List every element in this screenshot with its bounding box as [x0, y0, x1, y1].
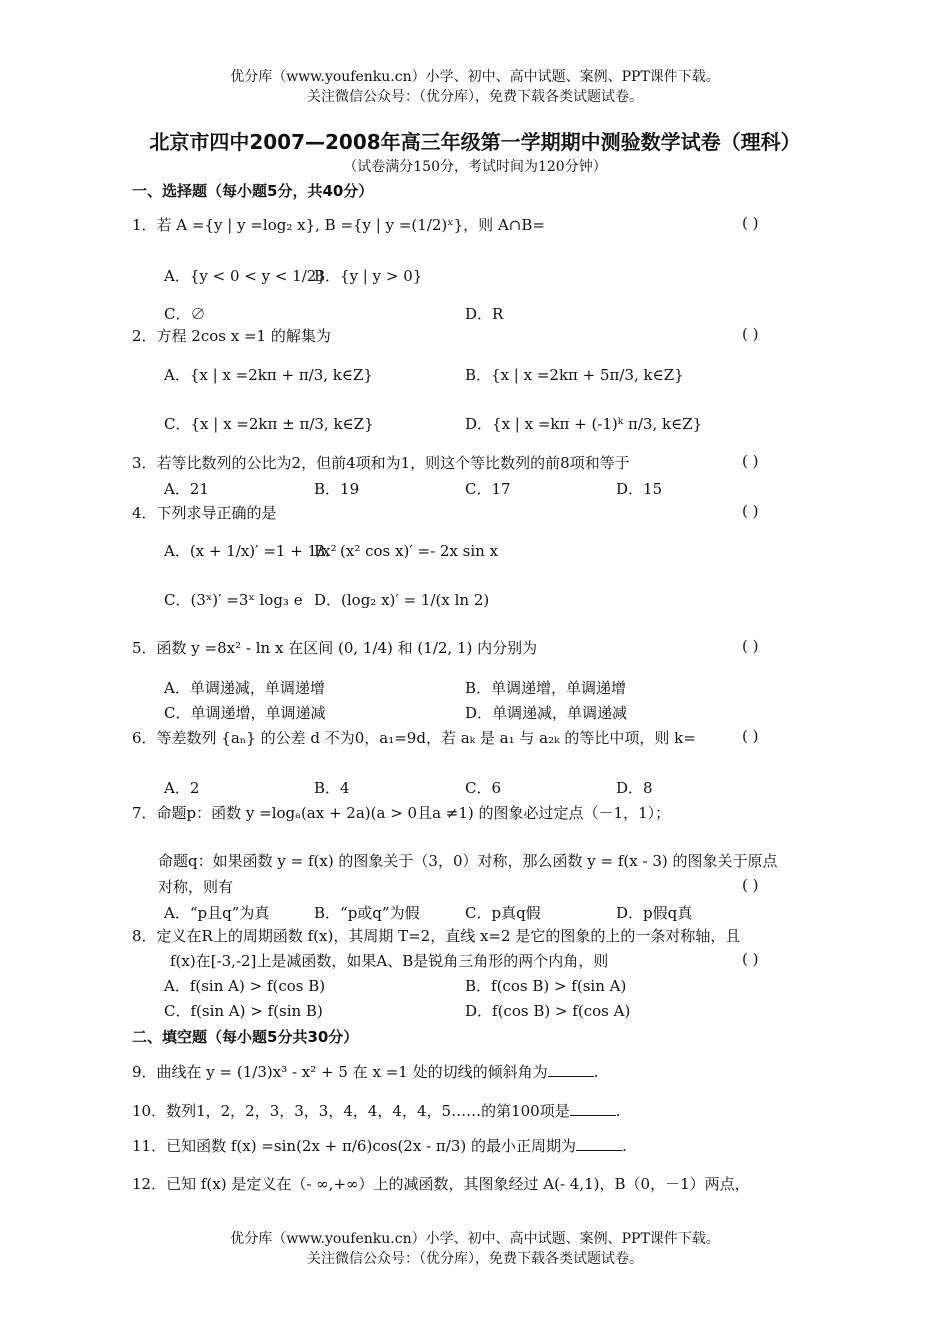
- question-10: [132, 1100, 620, 1121]
- question-3-stem: 3．若等比数列的公比为2，但前4项和为1，则这个等比数列的前8项和等于: [132, 454, 630, 472]
- answer-paren-7: ( ): [742, 876, 759, 894]
- answer-blank-10[interactable]: [570, 1103, 616, 1116]
- question-4-option-c: C．(3ˣ)′ =3ˣ log₃ e: [164, 591, 303, 609]
- question-8-option-d: D．f(cos B) > f(cos A): [465, 1002, 631, 1020]
- answer-paren-8: ( ): [742, 950, 759, 968]
- answer-paren-2: ( ): [742, 325, 759, 343]
- question-11: [132, 1135, 627, 1156]
- question-6-option-c: C．6: [465, 779, 502, 797]
- question-2-option-d: D．{x | x =kπ + (-1)ᵏ π/3, k∈Z}: [465, 415, 703, 433]
- question-2-option-a: A．{x | x =2kπ + π/3, k∈Z}: [164, 366, 373, 384]
- question-6-option-b: B．4: [314, 779, 350, 797]
- answer-blank-9[interactable]: [548, 1064, 594, 1077]
- question-1-stem: 1．若 A ={y | y =log₂ x}, B ={y | y =(1/2)ˣ}，则 A∩B=: [132, 216, 545, 234]
- question-8-stem: 8．定义在R上的周期函数 f(x)，其周期 T=2，直线 x=2 是它的图象的上的一条对称轴，且: [132, 927, 741, 945]
- answer-paren-4: ( ): [742, 502, 759, 520]
- question-3-option-a: A．21: [164, 480, 209, 498]
- header-line-1: 优分库（www.youfenku.cn）小学、初中、高中试题、案例、PPT课件下载。: [230, 69, 720, 85]
- question-5-option-d: D．单调递减，单调递减: [465, 704, 628, 722]
- question-4-option-a: A．(x + 1/x)′ =1 + 1/x²: [164, 542, 337, 560]
- question-7-option-a: A．“p且q”为真: [164, 904, 270, 922]
- question-3-option-c: C．17: [465, 480, 511, 498]
- question-11-text: 11．已知函数 f(x) =sin(2x + π/6)cos(2x - π/3) 的最小正周期为: [132, 1137, 576, 1155]
- page-subtitle: （试卷满分150分，考试时间为120分钟）: [343, 159, 607, 175]
- question-10-text: 10．数列1，2，2，3，3，3，4，4，4，4，5……的第100项是: [132, 1102, 570, 1120]
- question-7-line-3: 对称，则有: [158, 878, 234, 896]
- question-8-line-2: f(x)在[-3,-2]上是减函数，如果A、B是锐角三角形的两个内角，则: [170, 952, 609, 970]
- question-12-stem: 12．已知 f(x) 是定义在（- ∞,+∞）上的减函数，其图象经过 A(- 4,1)，B（0，－1）两点，: [132, 1175, 750, 1193]
- question-5-option-b: B．单调递增，单调递增: [465, 679, 627, 697]
- footer-line-1: 优分库（www.youfenku.cn）小学、初中、高中试题、案例、PPT课件下载。: [230, 1231, 720, 1247]
- question-1-option-a: A．{y < 0 < y < 1/2}: [164, 267, 326, 285]
- question-1-option-b: B．{y | y > 0}: [314, 267, 423, 285]
- question-9-text: 9．曲线在 y = (1/3)x³ - x² + 5 在 x =1 处的切线的倾斜角为: [132, 1063, 548, 1081]
- header-line-2: 关注微信公众号：（优分库），免费下载各类试题试卷。: [307, 89, 643, 105]
- question-2-stem: 2．方程 2cos x =1 的解集为: [132, 327, 331, 345]
- question-4-option-d: D．(log₂ x)′ = 1/(x ln 2): [314, 591, 490, 609]
- question-7-line-2: 命题q：如果函数 y = f(x) 的图象关于（3，0）对称，那么函数 y = f(x - 3) 的图象关于原点: [158, 852, 778, 870]
- question-6-option-d: D．8: [616, 779, 653, 797]
- question-5-option-c: C．单调递增，单调递减: [164, 704, 326, 722]
- answer-paren-5: ( ): [742, 637, 759, 655]
- footer-line-2: 关注微信公众号：（优分库），免费下载各类试题试卷。: [307, 1251, 643, 1267]
- page-title: 北京市四中2007—2008年高三年级第一学期期中测验数学试卷（理科）: [149, 130, 801, 154]
- question-2-option-c: C．{x | x =2kπ ± π/3, k∈Z}: [164, 415, 374, 433]
- question-9-end: .: [593, 1063, 599, 1081]
- answer-paren-1: ( ): [742, 214, 759, 232]
- question-9: [132, 1061, 598, 1082]
- question-7-option-b: B．“p或q”为假: [314, 904, 420, 922]
- answer-blank-11[interactable]: [576, 1138, 622, 1151]
- question-5-stem: 5．函数 y =8x² - ln x 在区间 (0, 1/4) 和 (1/2, 1) 内分别为: [132, 639, 538, 657]
- question-3-option-b: B．19: [314, 480, 360, 498]
- section-choice-heading: 一、选择题（每小题5分，共40分）: [132, 182, 374, 200]
- question-11-end: .: [622, 1137, 627, 1155]
- section-fill-heading: 二、填空题（每小题5分共30分）: [132, 1028, 359, 1046]
- question-10-end: .: [615, 1102, 621, 1120]
- question-4-option-b: B．(x² cos x)′ =- 2x sin x: [314, 542, 499, 560]
- question-7-option-c: C．p真q假: [465, 904, 541, 922]
- question-7-option-d: D．p假q真: [616, 904, 693, 922]
- answer-paren-6: ( ): [742, 727, 759, 745]
- question-6-option-a: A．2: [164, 779, 200, 797]
- question-8-option-c: C．f(sin A) > f(sin B): [164, 1002, 323, 1020]
- question-5-option-a: A．单调递减，单调递增: [164, 679, 325, 697]
- question-7-stem: 7．命题p：函数 y =logₐ(ax + 2a)(a > 0且a ≠1) 的图象必过定点（－1，1）；: [132, 804, 671, 822]
- question-8-option-a: A．f(sin A) > f(cos B): [164, 977, 326, 995]
- question-4-stem: 4．下列求导正确的是: [132, 504, 277, 522]
- question-1-option-d: D．R: [465, 305, 504, 323]
- question-6-stem: 6．等差数列 {aₙ} 的公差 d 不为0，a₁=9d，若 aₖ 是 a₁ 与 a₂ₖ 的等比中项，则 k=: [132, 729, 696, 747]
- answer-paren-3: ( ): [742, 452, 759, 470]
- question-3-option-d: D．15: [616, 480, 663, 498]
- question-1-option-c: C．∅: [164, 305, 206, 323]
- question-2-option-b: B．{x | x =2kπ + 5π/3, k∈Z}: [465, 366, 684, 384]
- question-8-option-b: B．f(cos B) > f(sin A): [465, 977, 627, 995]
